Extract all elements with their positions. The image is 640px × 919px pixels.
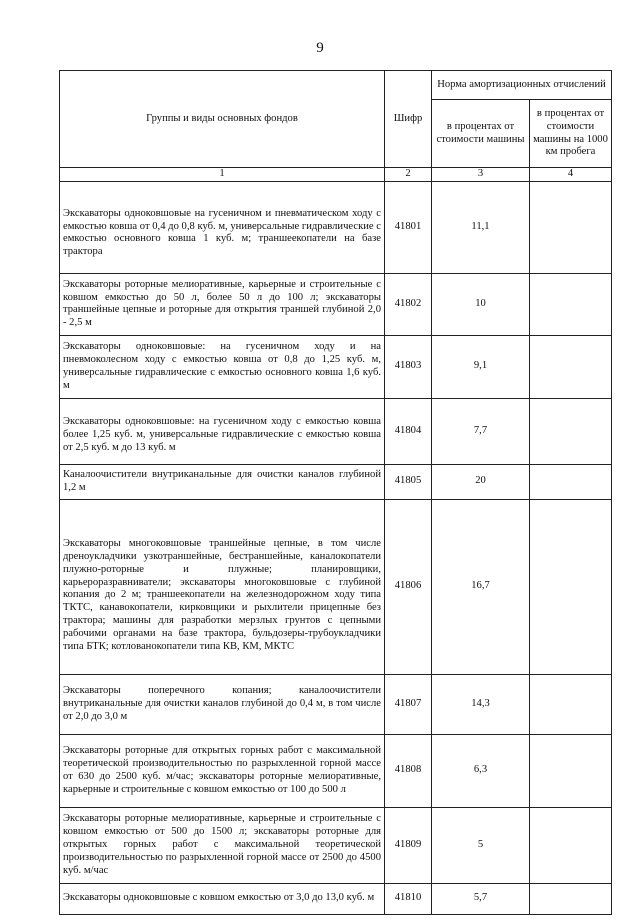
row-pct-per-1000km: [530, 883, 612, 914]
row-pct-cost: 7,7: [432, 398, 530, 464]
column-number: 3: [432, 168, 530, 182]
row-description: Экскаваторы одноковшовые на гусеничном и пневматическом ходу с емкостью ковша от 0,4 до 0,8 куб. м, универсальные гидравлические с емкостью основного ковша 1 куб. м; траншеекопатели на базе трактора: [60, 181, 385, 273]
header-group: Группы и виды основных фондов: [60, 71, 385, 168]
table-row: [60, 273, 612, 335]
row-pct-per-1000km: [530, 398, 612, 464]
table-row: [60, 464, 612, 499]
table-row: [60, 674, 612, 734]
row-pct-per-1000km: [530, 464, 612, 499]
page-number: 9: [316, 40, 324, 56]
row-pct-cost: 6,3: [432, 734, 530, 807]
table-row: [60, 734, 612, 807]
header-code: Шифр: [385, 71, 432, 168]
row-code: 41802: [385, 273, 432, 335]
header-pct-cost: в процентах от стоимости машины: [432, 100, 530, 168]
row-pct-cost: 20: [432, 464, 530, 499]
column-number: 1: [60, 168, 385, 182]
row-code: 41810: [385, 883, 432, 914]
row-pct-cost: 16,7: [432, 499, 530, 674]
row-pct-cost: 14,3: [432, 674, 530, 734]
row-description: Экскаваторы одноковшовые: на гусеничном ходу и на пневмоколесном ходу с емкостью ковша от 0,8 до 1,25 куб. м, универсальные гидравлические с емкостью основного ковша 1,6 куб. м: [60, 335, 385, 398]
row-pct-cost: 5,7: [432, 883, 530, 914]
table-row: [60, 398, 612, 464]
row-pct-per-1000km: [530, 273, 612, 335]
row-description: Каналоочистители внутриканальные для очистки каналов глубиной 1,2 м: [60, 464, 385, 499]
row-description: Экскаваторы роторные мелиоративные, карьерные и строительные с ковшом емкостью от 500 до 1500 л; экскаваторы роторные для открытых горных работ с максимальной теоретической производительностью по разрыхленной горной массе от 2500 до 4500 куб. м/час: [60, 807, 385, 883]
row-pct-cost: 11,1: [432, 181, 530, 273]
column-number: 2: [385, 168, 432, 182]
header-pct-per-1000km: в процентах от стоимости машины на 1000 км пробега: [530, 100, 612, 168]
row-code: 41803: [385, 335, 432, 398]
row-code: 41805: [385, 464, 432, 499]
row-code: 41806: [385, 499, 432, 674]
row-description: Экскаваторы многоковшовые траншейные цепные, в том числе дреноукладчики узкотраншейные, бестраншейные, каналокопатели плужно-роторные и плужные; планировщики, карьероразравниватели; экскаваторы многоковшовые с глубиной копания до 2 м; траншеекопатели на железнодорожном ходу типа ТКТС, канавокопатели, кирковщики и рыхлители прицепные без трактора; машины для разработки мерзлых грунтов с цепными рабочими органами на базе трактора, бульдозеры-трубоукладчики типа БТК; котлованокопатели типа КВ, КМ, МКТС: [60, 499, 385, 674]
table-row: [60, 807, 612, 883]
row-pct-per-1000km: [530, 734, 612, 807]
row-pct-cost: 9,1: [432, 335, 530, 398]
row-code: 41801: [385, 181, 432, 273]
row-pct-per-1000km: [530, 181, 612, 273]
row-description: Экскаваторы роторные для открытых горных работ с максимальной теоретической производительностью по разрыхленной горной массе от 630 до 2500 куб. м/час; экскаваторы роторные мелиоративные, карьерные и строительные с ковшом емкостью от 100 до 500 л: [60, 734, 385, 807]
row-pct-per-1000km: [530, 499, 612, 674]
row-description: Экскаваторы одноковшовые: на гусеничном ходу с емкостью ковша более 1,25 куб. м, универсальные гидравлические с емкостью ковша от 2,5 куб. м до 13 куб. м: [60, 398, 385, 464]
table-row: [60, 181, 612, 273]
row-pct-per-1000km: [530, 807, 612, 883]
row-pct-cost: 5: [432, 807, 530, 883]
row-code: 41809: [385, 807, 432, 883]
table-body: [60, 181, 612, 914]
header-norm: Норма амортизационных отчислений: [432, 71, 612, 100]
row-description: Экскаваторы поперечного копания; каналоочистители внутриканальные для очистки каналов глубиной до 0,4 м, в том числе от 2,0 до 3,0 м: [60, 674, 385, 734]
row-pct-per-1000km: [530, 335, 612, 398]
row-description: Экскаваторы одноковшовые с ковшом емкостью от 3,0 до 13,0 куб. м: [60, 883, 385, 914]
row-code: 41807: [385, 674, 432, 734]
row-code: 41804: [385, 398, 432, 464]
row-pct-cost: 10: [432, 273, 530, 335]
depreciation-norms-table: [59, 70, 612, 915]
row-code: 41808: [385, 734, 432, 807]
table-row: [60, 883, 612, 914]
table-row: [60, 499, 612, 674]
row-description: Экскаваторы роторные мелиоративные, карьерные и строительные с ковшом емкостью до 50 л, более 50 л до 100 л; экскаваторы траншейные цепные и роторные для открытия траншей глубиной 2,0 - 2,5 м: [60, 273, 385, 335]
table-row: [60, 335, 612, 398]
row-pct-per-1000km: [530, 674, 612, 734]
column-number: 4: [530, 168, 612, 182]
